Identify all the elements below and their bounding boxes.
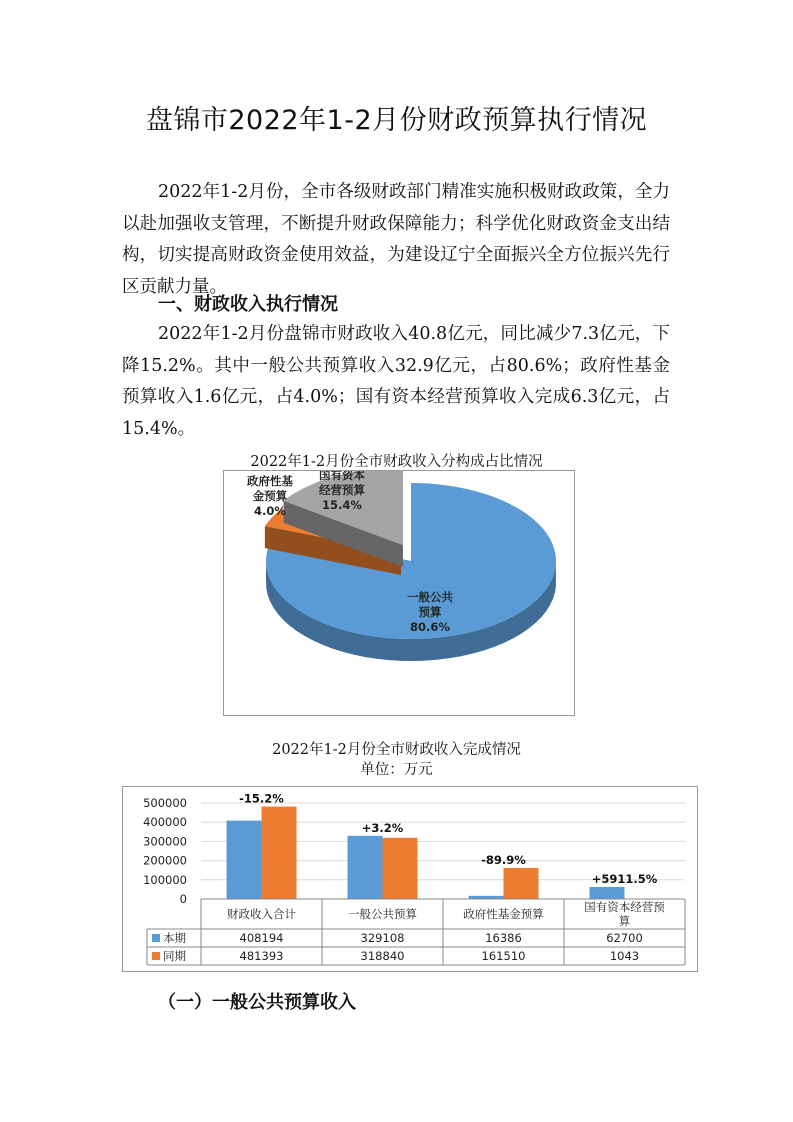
category-label-0: 财政收入合计 [227, 907, 296, 921]
pie-label-1-0: 政府性基 [247, 474, 293, 488]
bar-prior-2 [504, 868, 539, 899]
bar-current-1 [348, 836, 383, 899]
table-cell: 1043 [609, 949, 640, 963]
page-title: 盘锦市2022年1-2月份财政预算执行情况 [145, 105, 648, 136]
category-label-1: 一般公共预算 [348, 907, 417, 921]
pie-label-1-2: 4.0% [254, 504, 286, 518]
pie-label-1-1: 金预算 [252, 489, 288, 503]
category-label-2: 政府性基金预算 [463, 907, 544, 921]
category-label-3: 算 [618, 914, 631, 928]
pie-chart [223, 470, 575, 716]
bar-chart-unit: 单位：万元 [360, 762, 433, 778]
bar-chart [122, 786, 698, 972]
change-label-1: +3.2% [361, 820, 404, 835]
pie-label-0-1: 预算 [418, 605, 442, 619]
bar-prior-1 [383, 838, 418, 899]
y-tick-label: 0 [179, 892, 187, 906]
legend-swatch-0 [152, 934, 160, 942]
category-label-3: 国有资本经营预 [584, 900, 665, 914]
pie-label-0-0: 一般公共 [407, 590, 453, 604]
legend-swatch-1 [152, 952, 160, 960]
change-label-0: -15.2% [239, 791, 284, 806]
intro-paragraph: 2022年1-2月份，全市各级财政部门精准实施积极财政政策，全力以赴加强收支管理，不断提升财政保障能力；科学优化财政资金支出结构，切实提高财政资金使用效益，为建设辽宁全面振兴全方位振兴先行区贡献力量。 [122, 182, 670, 297]
legend-label-0: 本期 [163, 931, 186, 945]
bar-current-3 [590, 887, 625, 899]
table-cell: 161510 [481, 949, 526, 963]
pie-chart-title: 2022年1-2月份全市财政收入分构成占比情况 [250, 454, 543, 470]
y-tick-label: 500000 [143, 796, 187, 810]
change-label-3: +5911.5% [591, 871, 658, 886]
revenue-paragraph: 2022年1-2月份盘锦市财政收入40.8亿元，同比减少7.3亿元，下降15.2%。其中一般公共预算收入32.9亿元，占80.6%；政府性基金预算收入1.6亿元，占4.0%；国有资本经营预算收入完成6.3亿元，占15.4%。 [122, 324, 670, 439]
table-cell: 408194 [239, 931, 284, 945]
bar-prior-0 [262, 807, 297, 899]
bar-chart-caption [0, 740, 793, 780]
table-cell: 16386 [485, 931, 522, 945]
pie-label-2-1: 经营预算 [319, 483, 365, 497]
change-label-2: -89.9% [481, 852, 526, 867]
legend-label-1: 同期 [163, 949, 186, 963]
pie-label-0-2: 80.6% [410, 620, 450, 634]
bar-chart-title: 2022年1-2月份全市财政收入完成情况 [272, 742, 521, 758]
section-heading-revenue: 一、财政收入执行情况 [158, 294, 338, 315]
pie-label-2-0: 国有资本 [319, 471, 365, 482]
subsection-heading-general-budget: （一）一般公共预算收入 [158, 992, 356, 1013]
y-tick-label: 300000 [143, 834, 187, 849]
table-cell: 62700 [606, 931, 643, 945]
y-tick-label: 400000 [143, 815, 187, 830]
y-tick-label: 200000 [143, 853, 187, 868]
pie-label-2-2: 15.4% [322, 498, 362, 512]
table-cell: 329108 [360, 931, 405, 945]
table-cell: 481393 [239, 949, 284, 963]
pie-chart-svg [224, 471, 574, 715]
bar-chart-svg [123, 787, 697, 971]
table-cell: 318840 [360, 949, 405, 963]
bar-current-0 [227, 821, 262, 899]
y-tick-label: 100000 [143, 872, 187, 887]
